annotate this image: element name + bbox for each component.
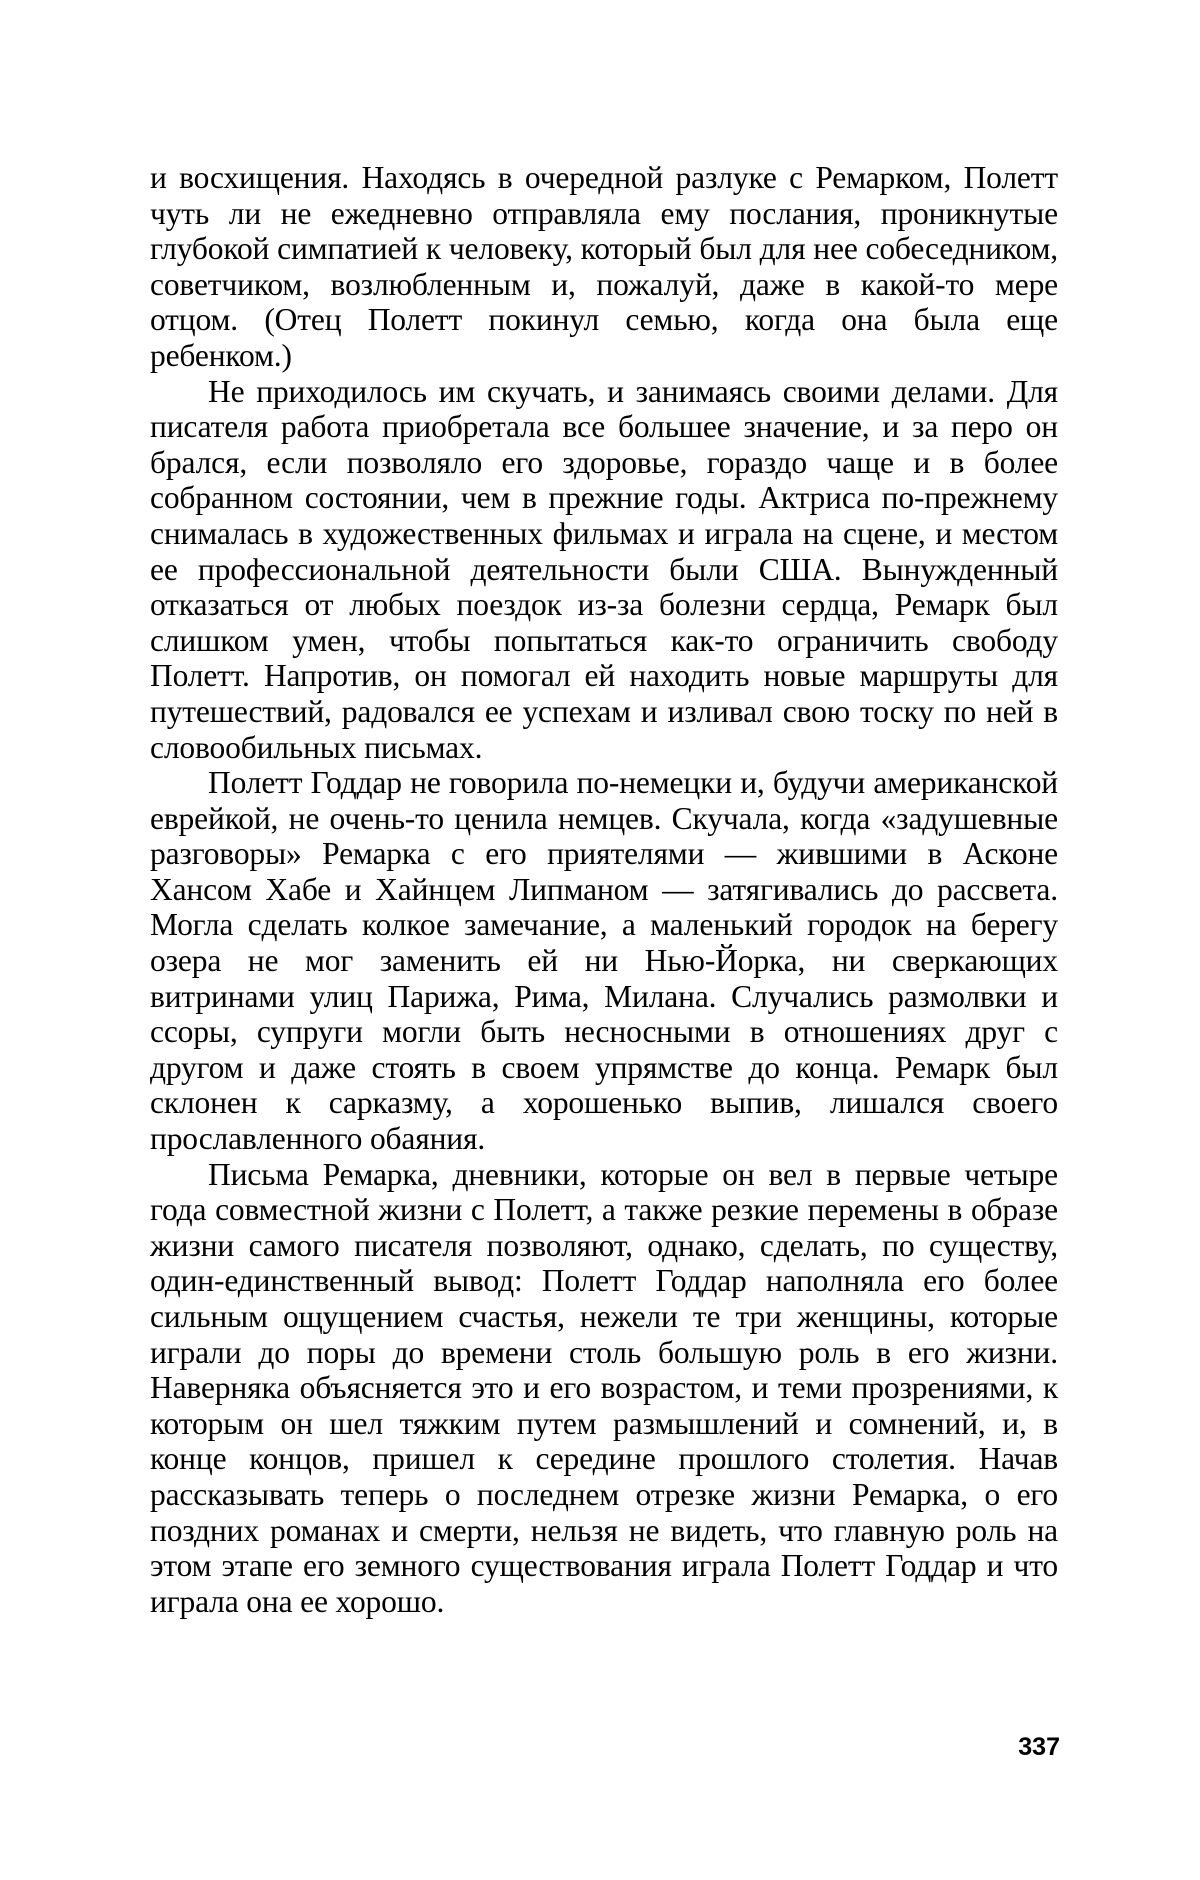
paragraph-3: Полетт Годдар не говорила по-немецки и, будучи американской еврейкой, не очень-то ценила немцев. Скучала, когда «задушевные разговоры» Ремарка с его приятелями — жившими в Асконе Хансом Хабе и Хайнцем Липманом — затягивались до рассвета. Могла сделать колкое замечание, а маленький городок на берегу озера не мог заменить ей ни Нью-Йорка, ни сверкающих витринами улиц Парижа, Рима, Милана. Случались размолвки и ссоры, супруги могли быть несносными в отношениях друг с другом и даже стоять в своем упрямстве до конца. Ремарк был склонен к сарказму, а хорошенько выпив, лишался своего прославленного обаяния. (150, 765, 1058, 1157)
paragraph-4: Письма Ремарка, дневники, которые он вел в первые четыре года совместной жизни с Полетт, а также резкие перемены в образе жизни самого писателя позволяют, однако, сделать, по существу, один-единственный вывод: Полетт Годдар наполняла его более сильным ощущением счастья, нежели те три женщины, которые играли до поры до времени столь большую роль в его жизни. Наверняка объясняется это и его возрастом, и теми прозрениями, к которым он шел тяжким путем размышлений и сомнений, и, в конце концов, пришел к середине прошлого столетия. Начав рассказывать теперь о последнем отрезке жизни Ремарка, о его поздних романах и смерти, нельзя не видеть, что главную роль на этом этапе его земного существования играла Полетт Годдар и что играла она ее хорошо. (150, 1157, 1058, 1620)
paragraph-2: Не приходилось им скучать, и занимаясь своими делами. Для писателя работа приобретала все большее значение, и за перо он брался, если позволяло его здоровье, гораздо чаще и в более собранном состоянии, чем в прежние годы. Актриса по-прежнему снималась в художественных фильмах и играла на сцене, и местом ее профессиональной деятельности были США. Вынужденный отказаться от любых поездок из-за болезни сердца, Ремарк был слишком умен, чтобы попытаться как-то ограничить свободу Полетт. Напротив, он помогал ей находить новые маршруты для путешествий, радовался ее успехам и изливал свою тоску по ней в слово­обильных письмах. (150, 374, 1058, 766)
page-number: 337 (1000, 1732, 1060, 1762)
paragraph-1: и восхищения. Находясь в очередной разлуке с Ремарком, Полетт чуть ли не ежедневно отправляла ему послания, проникнутые глубокой симпатией к человеку, который был для нее собеседником, советчиком, возлюбленным и, пожалуй, даже в какой-то мере отцом. (Отец Полетт покинул семью, когда она была еще ребенком.) (150, 160, 1058, 374)
book-page-text (150, 160, 1058, 1619)
